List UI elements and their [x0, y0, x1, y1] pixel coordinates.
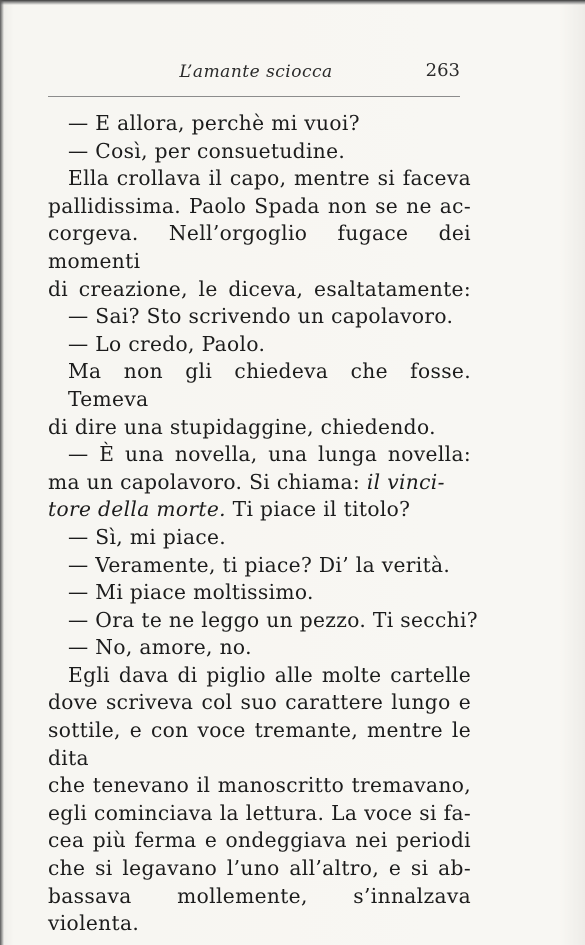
- text-line: [48, 441, 471, 469]
- text-line-content: — Ora te ne leggo un pezzo. Ti secchi?: [68, 607, 478, 632]
- text-line: [48, 579, 471, 607]
- header-rule: [48, 96, 460, 97]
- text-line: [48, 772, 471, 800]
- text-line-content: di dire una stupidaggine, chiedendo.: [48, 414, 436, 439]
- text-line: [48, 634, 471, 662]
- text-line: [48, 165, 471, 193]
- running-title: L’amante sciocca: [179, 62, 333, 82]
- text-line-content: bassava mollemente, s’innalzava violenta.: [48, 883, 471, 936]
- page-header: [48, 58, 464, 86]
- text-line: [48, 717, 471, 772]
- page-binding-edge: [0, 0, 4, 945]
- text-line-content: — E allora, perchè mi vuoi?: [68, 111, 360, 135]
- text-line-content: — No, amore, no.: [68, 635, 252, 660]
- text-line-content: che tenevano il manoscritto tremavano,: [48, 773, 471, 798]
- text-line-content: di creazione, le diceva, esaltatamente:: [48, 276, 471, 301]
- text-line: [48, 607, 478, 635]
- text-line: [48, 331, 471, 359]
- text-line-content: — Lo credo, Paolo.: [68, 331, 266, 356]
- body-text: [48, 110, 478, 938]
- text-line-content: — Sì, mi piace.: [68, 524, 227, 549]
- text-line: [48, 469, 471, 497]
- text-line-content: — Veramente, ti piace? Di’ la verità.: [68, 552, 451, 577]
- text-line: [48, 855, 471, 883]
- text-line-content: — Così, per consuetudine.: [68, 138, 346, 163]
- text-line-content: pallidissima. Paolo Spada non se ne ac-: [48, 193, 471, 218]
- page-top-edge: [0, 0, 585, 5]
- text-line-content: Egli dava di piglio alle molte cartelle: [68, 662, 471, 687]
- text-line: [48, 138, 471, 166]
- text-line: [48, 662, 471, 690]
- text-line-content: che si legavano l’uno all’altro, e si ab-: [48, 856, 471, 881]
- text-line-content: cea più ferma e ondeggiava nei periodi: [48, 828, 471, 853]
- text-line-content: Ma non gli chiedeva che fosse. Temeva: [68, 359, 471, 411]
- text-line: [48, 193, 471, 221]
- text-line-content: tore della morte.: [48, 497, 226, 522]
- text-line-content: Ella crollava il capo, mentre si faceva: [68, 166, 471, 191]
- text-line-content: ma un capolavoro. Si chiama:: [48, 469, 361, 494]
- text-line: [48, 414, 471, 442]
- text-line-content: dove scriveva col suo carattere lungo e: [48, 690, 471, 715]
- text-line: [48, 496, 471, 524]
- page-number: 263: [425, 60, 460, 81]
- text-line-content: corgeva. Nell’orgoglio fugace dei momenti: [48, 221, 471, 273]
- italic-title-fragment: il vinci-: [366, 469, 445, 494]
- text-line: [48, 827, 471, 855]
- text-line-content: — È una novella, una lunga novella:: [68, 442, 471, 467]
- text-line: [48, 800, 471, 828]
- text-line: [48, 883, 471, 938]
- text-line-content: sottile, e con voce tremante, mentre le dita: [48, 718, 471, 770]
- text-line: [48, 220, 471, 275]
- text-line-tail: Ti piace il titolo?: [225, 497, 411, 522]
- text-line-content: egli cominciava la lettura. La voce si fa-: [48, 800, 471, 825]
- text-line: [48, 110, 471, 138]
- text-line-content: — Sai? Sto scrivendo un capolavoro.: [68, 304, 454, 329]
- text-line: [48, 689, 471, 717]
- text-line: [48, 552, 471, 580]
- text-line: [48, 303, 471, 331]
- text-line: [48, 358, 471, 413]
- text-line-content: — Mi piace moltissimo.: [68, 580, 314, 605]
- text-line: [48, 276, 471, 304]
- text-line: [48, 524, 471, 552]
